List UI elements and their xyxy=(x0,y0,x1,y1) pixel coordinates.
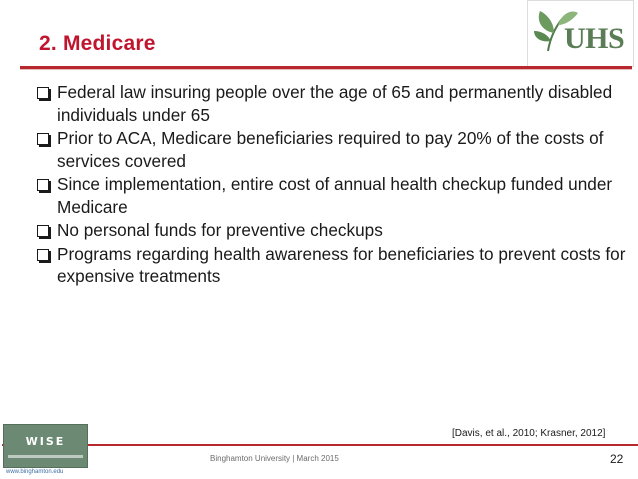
bullet-item xyxy=(36,173,626,218)
logo-text: UHS xyxy=(564,22,625,55)
footer-rule xyxy=(2,444,638,446)
checkbox-bullet-icon xyxy=(37,87,49,99)
checkbox-bullet-icon xyxy=(37,225,49,237)
wise-logo xyxy=(3,424,88,468)
citation: [Davis, et al., 2010; Krasner, 2012] xyxy=(452,428,606,439)
checkbox-bullet-icon xyxy=(37,249,49,261)
bullet-item xyxy=(36,243,626,288)
bullet-list xyxy=(36,81,626,289)
bullet-text: No personal funds for preventive checkups xyxy=(57,220,383,240)
checkbox-bullet-icon xyxy=(37,133,49,145)
uhs-logo xyxy=(527,0,634,67)
bullet-text: Federal law insuring people over the age of 65 and permanently disabled individuals under 65 xyxy=(57,82,613,125)
checkbox-bullet-icon xyxy=(37,179,49,191)
wise-logo-tagline xyxy=(8,455,83,458)
bullet-text: Since implementation, entire cost of annual health checkup funded under Medicare xyxy=(57,174,613,217)
bullet-item xyxy=(36,219,626,242)
wise-logo-text: WISE xyxy=(25,435,66,448)
title-underline-shadow xyxy=(20,69,632,70)
bullet-text: Programs regarding health awareness for beneficiaries to prevent costs for expensive treatments xyxy=(57,243,626,286)
footer-center-text: Binghamton University | March 2015 xyxy=(210,454,339,463)
footer-url[interactable]: www.binghamton.edu xyxy=(6,469,64,475)
bullet-item xyxy=(36,127,626,172)
slide-title: 2. Medicare xyxy=(39,32,156,55)
page-number: 22 xyxy=(610,452,624,466)
bullet-item xyxy=(36,81,626,126)
bullet-text: Prior to ACA, Medicare beneficiaries required to pay 20% of the costs of services covered xyxy=(57,128,604,171)
